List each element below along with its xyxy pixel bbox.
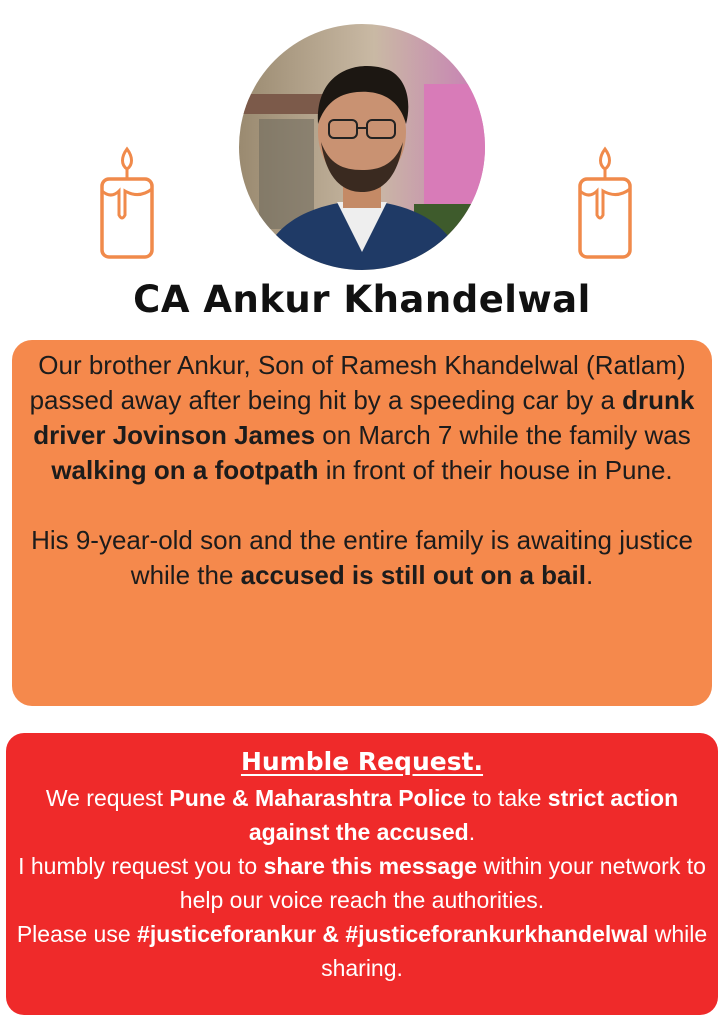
body-text: to take [465, 785, 548, 811]
person-name: CA Ankur Khandelwal [133, 278, 591, 321]
body-text: while sharing. [321, 921, 708, 981]
body-text: His 9-year-old son and the entire family is awaiting justice while the [31, 525, 693, 590]
body-text: within your network to help our voice reach the authorities. [179, 853, 706, 913]
body-text: in front of their house in Pune. [318, 455, 673, 485]
emphasis-text: #justiceforankurkhandelwal [345, 921, 649, 947]
request-paragraph [16, 849, 708, 917]
candle-icon [575, 145, 635, 260]
emphasis-text: Pune & Maharashtra Police [169, 785, 466, 811]
request-paragraph [16, 917, 708, 985]
candle-icon [97, 145, 157, 260]
body-text: I humbly request you to [18, 853, 264, 879]
body-text: . [468, 819, 476, 845]
portrait-photo [239, 24, 485, 270]
request-paragraph [16, 781, 708, 849]
emphasis-text: #justiceforankur & [137, 921, 339, 947]
emphasis-text: walking on a footpath [51, 455, 319, 485]
request-title: Humble Request. [240, 747, 484, 776]
body-text: Please use [16, 921, 138, 947]
body-text: Our brother Ankur, Son of Ramesh Khandelwal (Ratlam) passed away after being hit by a speeding car by a [29, 350, 686, 415]
emphasis-text: share this message [263, 853, 478, 879]
body-text: We request [45, 785, 170, 811]
story-box [12, 340, 712, 706]
emphasis-text: drunk driver Jovinson James [33, 385, 695, 450]
story-paragraph [24, 348, 700, 488]
body-text: . [585, 560, 594, 590]
request-box [6, 733, 718, 1015]
emphasis-text: accused is still out on a bail [240, 560, 586, 590]
story-paragraph [24, 523, 700, 593]
body-text: on March 7 while the family was [315, 420, 691, 450]
emphasis-text: strict action against the accused [248, 785, 679, 845]
